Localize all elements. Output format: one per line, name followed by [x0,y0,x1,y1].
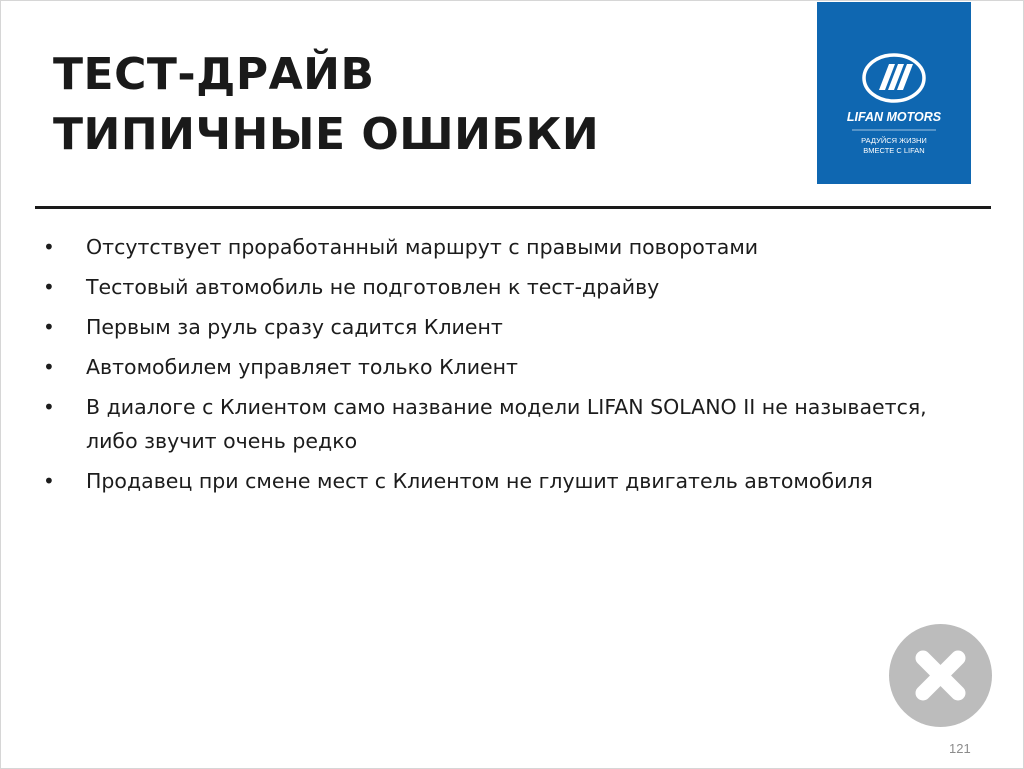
title-line-1: ТЕСТ-ДРАЙВ [53,49,375,100]
bullet-text: Тестовый автомобиль не подготовлен к тест-драйву [86,275,660,299]
bullet-list [41,230,981,504]
bullet-item [41,390,981,458]
slide-title [53,45,599,165]
bullet-marker: • [43,469,55,493]
close-button[interactable] [889,624,992,727]
lifan-emblem-icon [864,55,924,101]
bullet-text: Продавец при смене мест с Клиентом не глушит двигатель автомобиля [86,469,873,493]
bullet-text: Автомобилем управляет только Клиент [86,355,519,379]
logo-tagline-line-1: РАДУЙСЯ ЖИЗНИ [861,136,927,145]
bullet-text: В диалоге с Клиентом само название модели LIFAN SOLANO II не называется, либо звучит очень редко [86,395,927,453]
lifan-logo-graphic [817,2,971,184]
bullet-item [41,310,981,344]
lifan-logo [817,2,971,184]
bullet-text: Отсутствует проработанный маршрут с правыми поворотами [86,235,759,259]
page-number: 121 [949,741,971,756]
bullet-marker: • [43,355,55,379]
bullet-marker: • [43,315,55,339]
bullet-item [41,464,981,498]
close-icon[interactable] [889,624,992,727]
bullet-item [41,230,981,264]
bullet-marker: • [43,235,55,259]
logo-tagline-line-2: ВМЕСТЕ С LIFAN [863,146,925,155]
bullet-text: Первым за руль сразу садится Клиент [86,315,503,339]
title-line-2: ТИПИЧНЫЕ ОШИБКИ [53,109,600,160]
bullet-item [41,350,981,384]
title-divider [35,206,991,209]
bullet-marker: • [43,395,55,419]
bullet-marker: • [43,275,55,299]
bullet-item [41,270,981,304]
logo-brand-text: LIFAN MOTORS [846,110,942,124]
